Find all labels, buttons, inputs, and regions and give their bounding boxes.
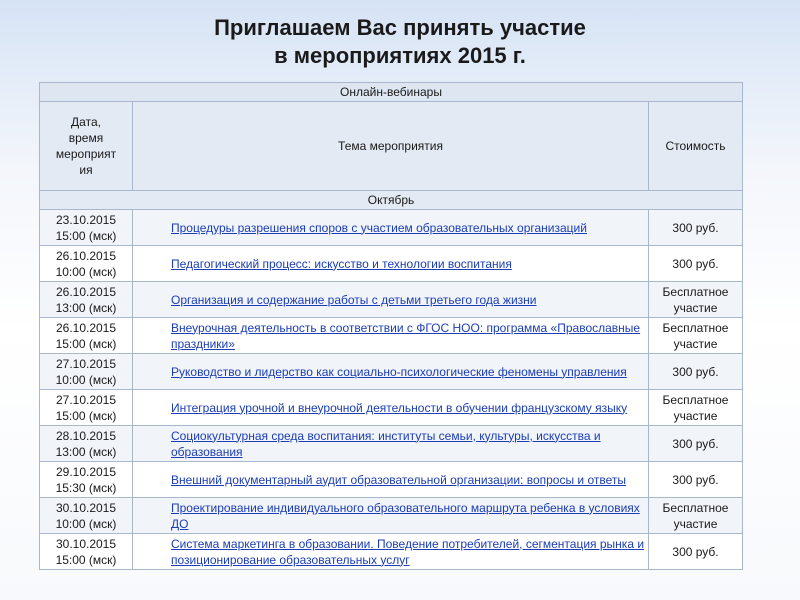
event-datetime-cell (40, 354, 133, 390)
event-price-cell (649, 354, 743, 390)
table-row (40, 426, 743, 462)
column-header-date (40, 102, 133, 191)
event-topic-cell (133, 426, 649, 462)
event-price-line: участие (673, 300, 718, 315)
page-title-line-2: в мероприятиях 2015 г. (274, 43, 526, 68)
event-date: 29.10.2015 (55, 464, 117, 479)
event-topic-cell (133, 462, 649, 498)
event-datetime-cell (40, 390, 133, 426)
event-price-line: 300 руб. (672, 472, 719, 487)
event-price-cell (649, 462, 743, 498)
event-price-line: 300 руб. (672, 256, 719, 271)
event-topic-link[interactable]: Руководство и лидерство как социально-психологические феномены управления (171, 364, 627, 379)
event-topic-link[interactable]: Организация и содержание работы с детьми третьего года жизни (171, 292, 537, 307)
section-header: Онлайн-вебинары (40, 83, 743, 102)
event-price-cell (649, 390, 743, 426)
event-price-line: участие (673, 516, 718, 531)
event-date: 26.10.2015 (55, 320, 117, 335)
event-topic-link[interactable]: Проектирование индивидуального образовательного маршрута ребенка в условиях ДО (171, 500, 640, 531)
table-row (40, 498, 743, 534)
event-price-line: 300 руб. (672, 436, 719, 451)
event-topic-cell (133, 354, 649, 390)
events-table-body (40, 210, 743, 570)
event-price-cell (649, 246, 743, 282)
event-topic-cell (133, 318, 649, 354)
event-topic-cell (133, 534, 649, 570)
event-date: 26.10.2015 (55, 284, 117, 299)
event-price-line: участие (673, 336, 718, 351)
event-topic-link[interactable]: Процедуры разрешения споров с участием образовательных организаций (171, 220, 587, 235)
table-row (40, 462, 743, 498)
event-topic-cell (133, 246, 649, 282)
events-table (39, 82, 743, 570)
event-time: 13:00 (мск) (55, 444, 117, 459)
event-topic-cell (133, 282, 649, 318)
date-header-line: ия (79, 163, 93, 177)
event-topic-link[interactable]: Внеурочная деятельность в соответствии с ФГОС НОО: программа «Православные праздники» (171, 320, 641, 351)
event-topic-link[interactable]: Интеграция урочной и внеурочной деятельности в обучении французскому языку (171, 400, 628, 415)
event-price-line: 300 руб. (672, 220, 719, 235)
event-price-cell (649, 426, 743, 462)
event-date: 27.10.2015 (55, 392, 117, 407)
table-row (40, 534, 743, 570)
event-price-line: 300 руб. (672, 364, 719, 379)
event-time: 15:00 (мск) (55, 408, 117, 423)
event-price-line: Бесплатное (662, 500, 729, 515)
event-price-line: 300 руб. (672, 544, 719, 559)
column-header-price: Стоимость (649, 102, 743, 191)
column-header-topic: Тема мероприятия (133, 102, 649, 191)
event-price-cell (649, 282, 743, 318)
event-price-line: Бесплатное (662, 392, 729, 407)
table-row (40, 246, 743, 282)
event-time: 10:00 (мск) (55, 372, 117, 387)
table-row (40, 282, 743, 318)
event-topic-link[interactable]: Внешний документарный аудит образовательной организации: вопросы и ответы (171, 472, 627, 487)
event-price-cell (649, 210, 743, 246)
event-time: 15:00 (мск) (55, 336, 117, 351)
event-price-line: Бесплатное (662, 320, 729, 335)
table-row (40, 210, 743, 246)
event-time: 15:30 (мск) (55, 480, 117, 495)
page-title (0, 14, 800, 70)
table-row (40, 318, 743, 354)
event-datetime-cell (40, 426, 133, 462)
event-date: 30.10.2015 (55, 500, 117, 515)
event-date: 28.10.2015 (55, 428, 117, 443)
event-price-line: Бесплатное (662, 284, 729, 299)
event-price-line: участие (673, 408, 718, 423)
table-row (40, 390, 743, 426)
event-datetime-cell (40, 210, 133, 246)
column-header-row (40, 102, 743, 191)
event-topic-link[interactable]: Система маркетинга в образовании. Поведение потребителей, сегментация рынка и позиционирование образовательных услуг (171, 536, 645, 567)
event-datetime-cell (40, 534, 133, 570)
event-time: 15:00 (мск) (55, 552, 117, 567)
event-price-cell (649, 318, 743, 354)
event-date: 23.10.2015 (55, 212, 117, 227)
event-time: 13:00 (мск) (55, 300, 117, 315)
table-row (40, 354, 743, 390)
event-datetime-cell (40, 498, 133, 534)
event-topic-link[interactable]: Социокультурная среда воспитания: институты семьи, культуры, искусства и образования (171, 428, 601, 459)
page-title-line-1: Приглашаем Вас принять участие (214, 15, 586, 40)
date-header-line: время (68, 131, 104, 145)
event-topic-cell (133, 498, 649, 534)
event-time: 10:00 (мск) (55, 264, 117, 279)
event-time: 15:00 (мск) (55, 228, 117, 243)
event-datetime-cell (40, 282, 133, 318)
event-price-cell (649, 498, 743, 534)
month-header: Октябрь (40, 191, 743, 210)
event-topic-cell (133, 390, 649, 426)
event-topic-link[interactable]: Педагогический процесс: искусство и технологии воспитания (171, 256, 512, 271)
event-price-cell (649, 534, 743, 570)
event-date: 27.10.2015 (55, 356, 117, 371)
date-header-line: мероприят (55, 147, 117, 161)
event-date: 26.10.2015 (55, 248, 117, 263)
event-time: 10:00 (мск) (55, 516, 117, 531)
event-topic-cell (133, 210, 649, 246)
event-datetime-cell (40, 246, 133, 282)
date-header-line: Дата, (71, 115, 101, 129)
event-datetime-cell (40, 318, 133, 354)
event-datetime-cell (40, 462, 133, 498)
event-date: 30.10.2015 (55, 536, 117, 551)
